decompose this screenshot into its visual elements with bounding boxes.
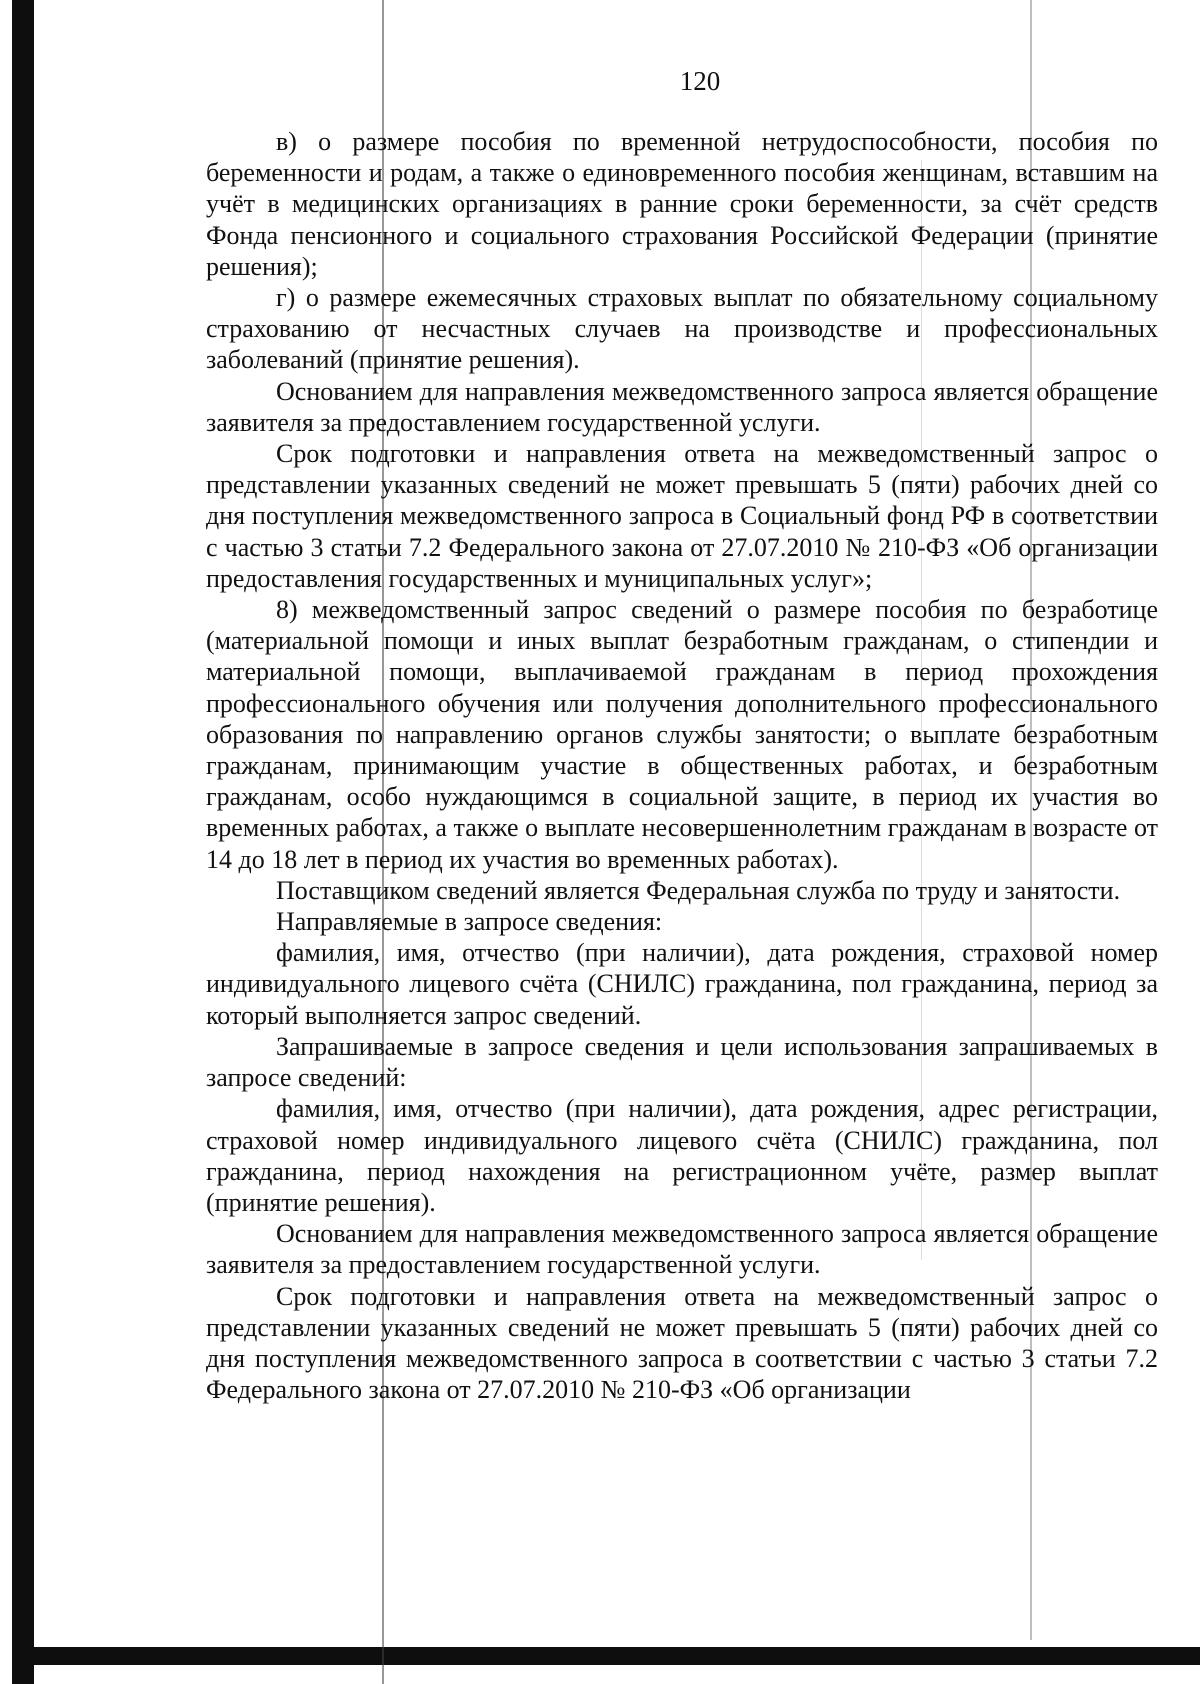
paragraph: фамилия, имя, отчество (при наличии), дата рождения, адрес регистрации, страховой номер индивидуального лицевого счёта (СНИЛС) гражданина, пол гражданина, период нахождения на регистрационном учёте, размер выплат (принятие решения). [206,1094,1158,1217]
paragraph: в) о размере пособия по временной нетрудоспособности, пособия по беременности и родам, а также о единовременного пособия женщинам, вставшим на учёт в медицинских организациях в ранние сроки беременности, за счёт средств Фонда пенсионного и социального страхования Российской Федерации (принятие решения); [206,127,1158,281]
paragraph: Запрашиваемые в запросе сведения и цели использования запрашиваемых в запросе сведений: [206,1031,1158,1093]
paragraph: 8) межведомственный запрос сведений о размере пособия по безработице (материальной помощи и иных выплат безработным гражданам, о стипендии и материальной помощи, выплачиваемой гражданам в период прохождения профессионального обучения или получения дополнительного профессионального образования по направлению органов службы занятости; о выплате безработным гражданам, принимающим участие в общественных работах, и безработным гражданам, особо нуждающимся в социальной защите, в период их участия во временных работах, а также о выплате несовершеннолетним гражданам в возрасте от 14 до 18 лет в период их участия во временных работах). [206,595,1158,874]
document-body [206,126,1158,1405]
paragraph: Основанием для направления межведомственного запроса является обращение заявителя за предоставлением государственной услуги. [206,1219,1158,1280]
paragraph: г) о размере ежемесячных страховых выплат по обязательному социальному страхованию от несчастных случаев на производстве и профессиональных заболеваний (принятие решения). [206,283,1158,375]
paragraph: фамилия, имя, отчество (при наличии), дата рождения, страховой номер индивидуального лицевого счёта (СНИЛС) гражданина, пол гражданина, период за который выполняется запрос сведений. [206,938,1158,1030]
paragraph: Основанием для направления межведомственного запроса является обращение заявителя за предоставлением государственной услуги. [206,376,1158,437]
paragraph: Срок подготовки и направления ответа на межведомственный запрос о представлении указанных сведений не может превышать 5 (пяти) рабочих дней со дня поступления межведомственного запроса в соответствии с частью 3 статьи 7.2 Федерального закона от 27.07.2010 № 210-ФЗ «Об организации [206,1281,1158,1405]
scan-edge-bottom [34,1647,1200,1665]
paragraph: Поставщиком сведений является Федеральная служба по труду и занятости. [276,875,1121,905]
paragraph: Направляемые в запросе сведения: [276,907,663,937]
paragraph: Срок подготовки и направления ответа на межведомственный запрос о представлении указанных сведений не может превышать 5 (пяти) рабочих дней со дня поступления межведомственного запроса в Социальный фонд РФ в соответствии с частью 3 статьи 7.2 Федерального закона от 27.07.2010 № 210-ФЗ «Об организации предоставления государственных и муниципальных услуг»; [206,439,1158,593]
page-number: 120 [679,66,721,96]
scan-edge-left [12,0,34,1684]
